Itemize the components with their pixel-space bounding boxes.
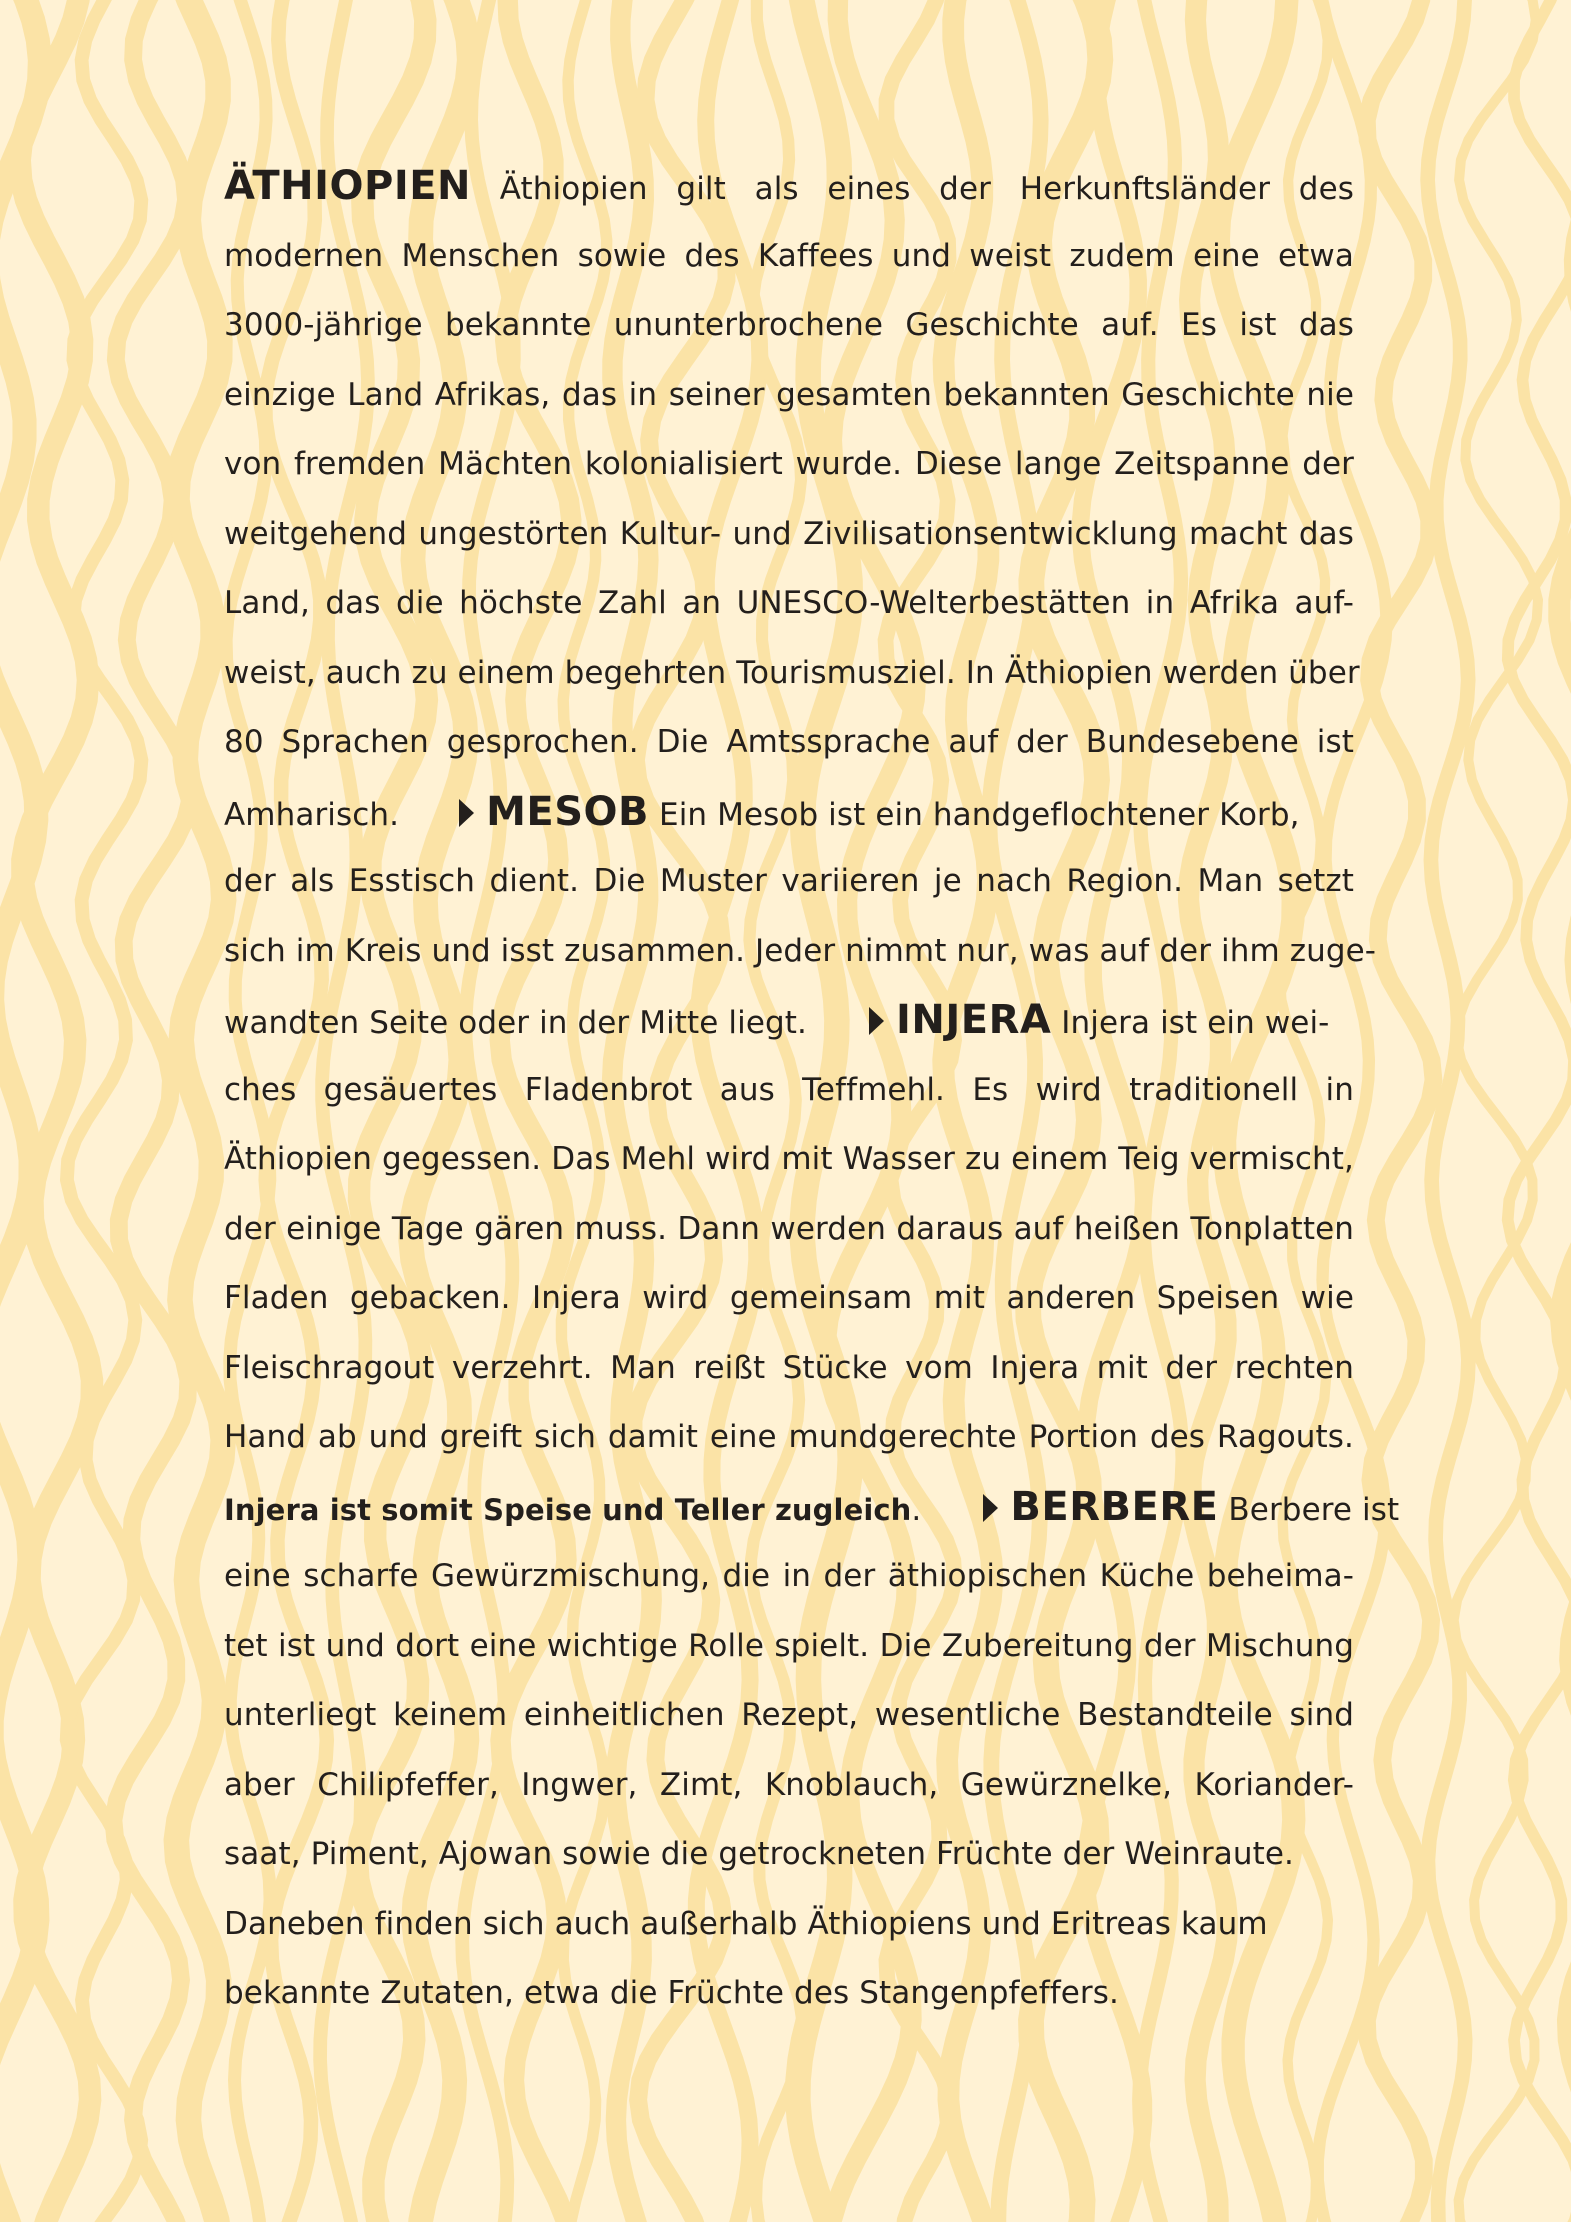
text-line: einzige Land Afrikas, das in seiner gesamten bekannten Geschichte nie bbox=[224, 376, 1354, 413]
text-line: 80 Sprachen gesprochen. Die Amtssprache auf der Bundesebene ist bbox=[224, 724, 1354, 760]
text-line: unterliegt keinem einheitlichen Rezept, wesentliche Bestandteile sind bbox=[224, 1697, 1354, 1733]
text-fragment: Äthiopien gilt als eines der Herkunftsländer des bbox=[471, 171, 1354, 207]
text-line: 3000-jährige bekannte ununterbrochene Geschichte auf. Es ist das bbox=[224, 307, 1354, 343]
section-heading-berbere: BERBERE bbox=[1010, 1483, 1219, 1530]
text-line: weist, auch zu einem begehrten Tourismusziel. In Äthiopien werden über bbox=[224, 654, 1360, 691]
text-fragment: Injera ist ein wei- bbox=[1051, 1005, 1330, 1041]
text-fragment: Amharisch. bbox=[224, 796, 400, 833]
text-line: modernen Menschen sowie des Kaffees und weist zudem eine etwa bbox=[224, 237, 1354, 274]
text-fragment: . bbox=[911, 1491, 922, 1528]
text-line: aber Chilipfeffer, Ingwer, Zimt, Knoblauch, Gewürznelke, Koriander- bbox=[224, 1766, 1354, 1803]
text-line bbox=[224, 778, 1354, 848]
triangle-right-icon bbox=[983, 1494, 998, 1522]
triangle-right-icon bbox=[869, 1007, 884, 1035]
text-fragment: Ein Mesob ist ein handgeflochtener Korb, bbox=[649, 796, 1300, 833]
text-line: ches gesäuertes Fladenbrot aus Teffmehl. Es wird traditionell in bbox=[224, 1071, 1354, 1108]
text-line: saat, Piment, Ajowan sowie die getrockneten Früchte der Weinraute. bbox=[224, 1836, 1294, 1872]
text-line: Äthiopien gegessen. Das Mehl wird mit Wasser zu einem Teig vermischt, bbox=[224, 1141, 1354, 1177]
triangle-right-icon bbox=[459, 799, 474, 827]
article-body bbox=[224, 152, 1400, 2029]
text-line bbox=[224, 986, 1354, 1056]
text-line: weitgehend ungestörten Kultur- und Zivilisationsentwicklung macht das bbox=[224, 515, 1354, 552]
section-heading-injera: INJERA bbox=[896, 997, 1052, 1043]
zebra-stripe bbox=[176, 0, 223, 2222]
text-line: tet ist und dort eine wichtige Rolle spielt. Die Zubereitung der Mischung bbox=[224, 1627, 1354, 1664]
text-line: der als Esstisch dient. Die Muster variieren je nach Region. Man setzt bbox=[224, 863, 1354, 899]
text-line: von fremden Mächten kolonialisiert wurde. Diese lange Zeitspanne der bbox=[224, 446, 1354, 482]
text-line: Fladen gebacken. Injera wird gemeinsam mit anderen Speisen wie bbox=[224, 1280, 1354, 1316]
text-line: sich im Kreis und isst zusammen. Jeder nimmt nur, was auf der ihm zuge- bbox=[224, 932, 1377, 969]
text-line: der einige Tage gären muss. Dann werden daraus auf heißen Tonplatten bbox=[224, 1210, 1354, 1247]
section-heading-mesob: MESOB bbox=[486, 788, 650, 835]
text-line: Land, das die höchste Zahl an UNESCO-Welterbestätten in Afrika auf- bbox=[224, 585, 1354, 621]
text-line: Hand ab und greift sich damit eine mundgerechte Portion des Ragouts. bbox=[224, 1419, 1354, 1455]
emphasis-sentence: Injera ist somit Speise und Teller zugleich bbox=[224, 1492, 912, 1527]
section-heading-aethiopien: ÄTHIOPIEN bbox=[224, 163, 471, 209]
text-line bbox=[224, 152, 1354, 222]
text-line: bekannte Zutaten, etwa die Früchte des Stangenpfeffers. bbox=[224, 1975, 1119, 2011]
text-line: Fleischragout verzehrt. Man reißt Stücke vom Injera mit der rechten bbox=[224, 1349, 1354, 1386]
text-fragment: wandten Seite oder in der Mitte liegt. bbox=[224, 1005, 808, 1041]
text-line bbox=[224, 1473, 1400, 1543]
text-fragment: Berbere ist bbox=[1218, 1491, 1400, 1528]
text-line: Daneben finden sich auch außerhalb Äthiopiens und Eritreas kaum bbox=[224, 1905, 1268, 1942]
text-line: eine scharfe Gewürzmischung, die in der äthiopischen Küche beheima- bbox=[224, 1558, 1354, 1594]
